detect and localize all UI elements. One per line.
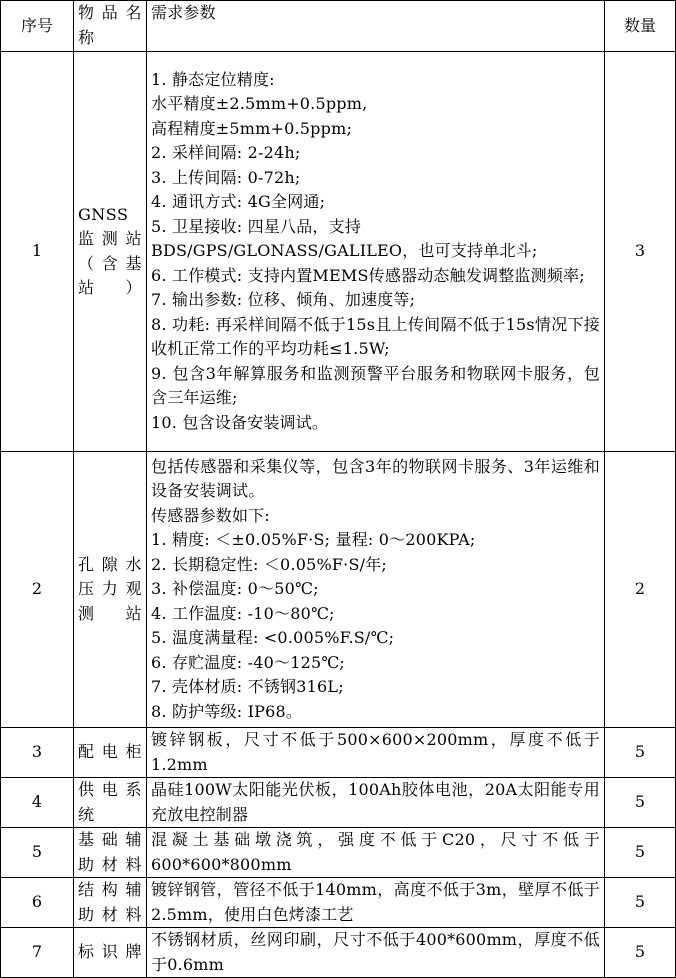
row-name: 基础辅助材料 — [74, 828, 147, 878]
spec-line: 4. 工作温度: -10～80℃; — [151, 603, 335, 623]
row-qty: 5 — [605, 878, 676, 928]
row-spec: 镀锌钢管，管径不低于140mm，高度不低于3m，壁厚不低于2.5mm，使用白色烤漆工艺 — [147, 878, 605, 928]
row-no: 6 — [1, 878, 74, 928]
table-row — [1, 728, 676, 778]
row-spec — [147, 452, 605, 728]
spec-line: 2. 长期稳定性: ＜0.05%F·S/年; — [151, 554, 387, 574]
row-no: 5 — [1, 828, 74, 878]
row-qty: 2 — [605, 452, 676, 728]
row-no: 1 — [1, 52, 74, 452]
row-no: 7 — [1, 928, 74, 978]
row-qty: 5 — [605, 728, 676, 778]
row-qty: 5 — [605, 828, 676, 878]
spec-line: 1. 静态定位精度: — [151, 69, 275, 89]
spec-line: 6. 工作模式: 支持内置MEMS传感器动态触发调整监测频率; — [151, 265, 585, 285]
spec-line: 5. 温度满量程: <0.005%F.S/℃; — [151, 628, 395, 648]
spec-line: 1. 精度: ＜±0.05%F·S; 量程: 0～200KPA; — [151, 530, 476, 550]
row-name: 标识牌 — [74, 928, 147, 978]
spec-line: 高程精度±5mm+0.5ppm; — [151, 118, 353, 138]
row-qty: 5 — [605, 928, 676, 978]
spec-line: 7. 壳体材质: 不锈钢316L; — [151, 677, 344, 697]
row-spec: 镀锌钢板，尺寸不低于500×600×200mm，厚度不低于1.2mm — [147, 728, 605, 778]
header-no: 序号 — [1, 1, 74, 52]
header-qty: 数量 — [605, 1, 676, 52]
header-row — [1, 1, 676, 52]
row-spec: 不锈钢材质，丝网印刷，尺寸不低于400*600mm，厚度不低于0.6mm — [147, 928, 605, 978]
spec-line: 水平精度±2.5mm+0.5ppm, — [151, 94, 368, 114]
spec-line: 3. 上传间隔: 0-72h; — [151, 167, 301, 187]
spec-line: 2. 采样间隔: 2-24h; — [151, 143, 301, 163]
spec-line: 包括传感器和采集仪等，包含3年的物联网卡服务、3年运维和设备安装调试。 — [151, 456, 600, 501]
spec-line: 10. 包含设备安装调试。 — [151, 412, 329, 432]
spec-line: 8. 功耗: 再采样间隔不低于15s且上传间隔不低于15s情况下接收机正常工作的平均功耗≤1.5W; — [151, 314, 600, 359]
table-row — [1, 878, 676, 928]
header-spec: 需求参数 — [147, 1, 605, 52]
row-name: 配电柜 — [74, 728, 147, 778]
row-qty: 5 — [605, 778, 676, 828]
spec-line: 9. 包含3年解算服务和监测预警平台服务和物联网卡服务，包含三年运维; — [151, 363, 600, 408]
spec-line: 传感器参数如下: — [151, 505, 270, 525]
row-spec: 晶硅100W太阳能光伏板，100Ah胶体电池，20A太阳能专用充放电控制器 — [147, 778, 605, 828]
row-spec: 混凝土基础墩浇筑，强度不低于C20，尺寸不低于600*600*800mm — [147, 828, 605, 878]
table-row — [1, 452, 676, 728]
row-spec — [147, 52, 605, 452]
row-no: 4 — [1, 778, 74, 828]
table-row — [1, 828, 676, 878]
spec-line: 5. 卫星接收: 四星八品，支持 — [151, 216, 362, 236]
spec-line: 4. 通讯方式: 4G全网通; — [151, 192, 326, 212]
row-name: 孔隙水压力观测站 — [74, 452, 147, 728]
row-no: 3 — [1, 728, 74, 778]
row-name: 供电系统 — [74, 778, 147, 828]
spec-line: 8. 防护等级: IP68。 — [151, 701, 303, 721]
row-name: GNSS监测站（含基站） — [74, 52, 147, 452]
table-row — [1, 778, 676, 828]
spec-line: 6. 存贮温度: -40～125℃; — [151, 652, 346, 672]
spec-line: 7. 输出参数: 位移、倾角、加速度等; — [151, 290, 416, 310]
row-qty: 3 — [605, 52, 676, 452]
spec-line: BDS/GPS/GLONASS/GALILEO，也可支持单北斗; — [151, 241, 538, 261]
header-name: 物品名称 — [74, 1, 147, 52]
spec-line: 3. 补偿温度: 0～50℃; — [151, 579, 319, 599]
table-row — [1, 52, 676, 452]
table-row — [1, 928, 676, 978]
row-no: 2 — [1, 452, 74, 728]
row-name: 结构辅助材料 — [74, 878, 147, 928]
